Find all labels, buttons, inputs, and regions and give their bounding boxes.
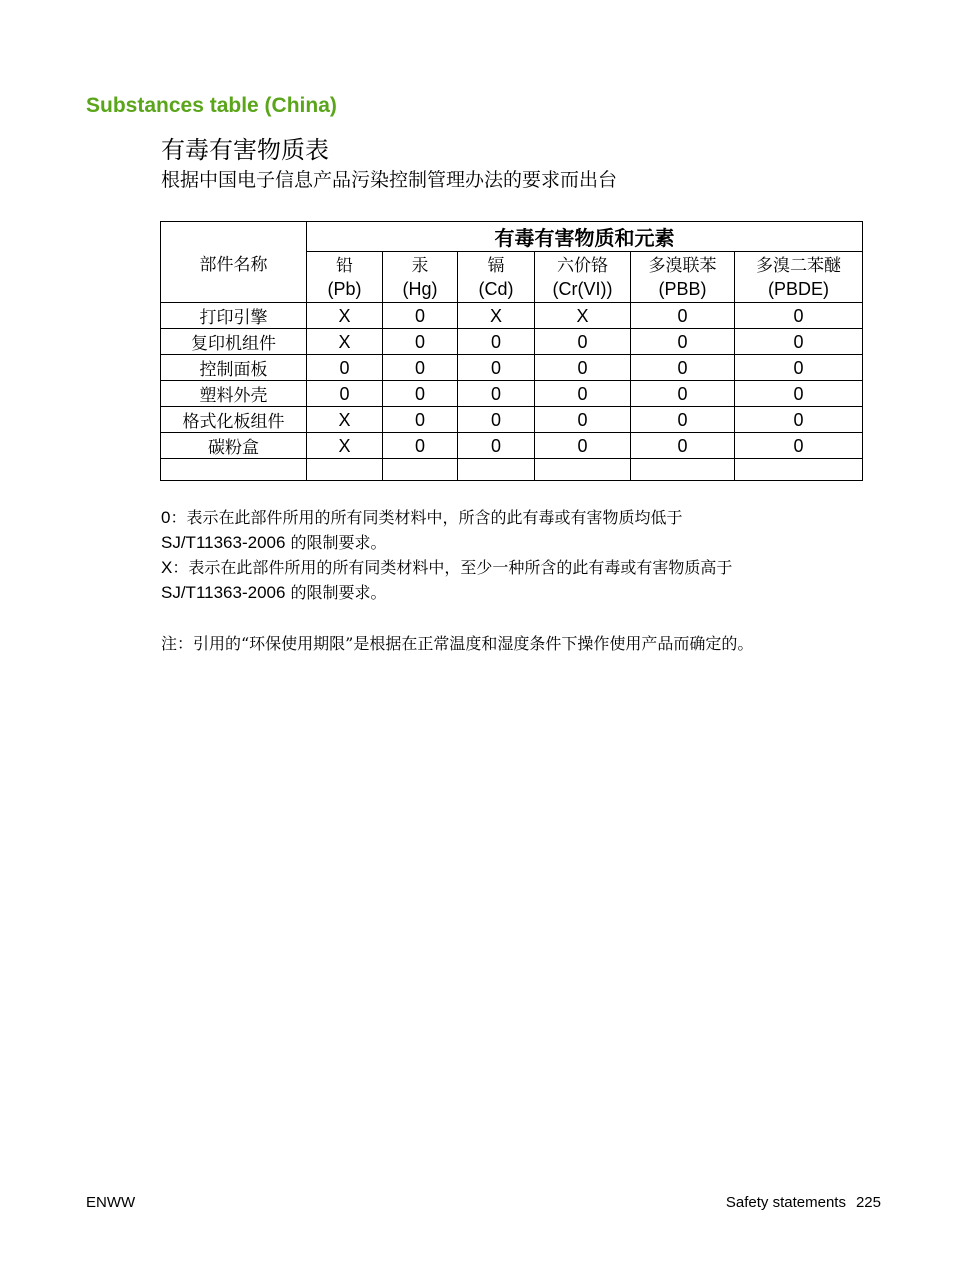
part-name: 复印机组件 — [161, 329, 307, 355]
substance-mark: X — [307, 303, 383, 329]
substance-mark: 0 — [535, 433, 631, 459]
substance-mark: 0 — [383, 407, 458, 433]
legend-notes — [161, 505, 732, 605]
substance-header: 多溴联苯 (PBB) — [631, 252, 735, 303]
substance-mark: 0 — [458, 433, 535, 459]
substance-mark: 0 — [535, 407, 631, 433]
substance-header: 汞 (Hg) — [383, 252, 458, 303]
table-row — [161, 355, 863, 381]
empty-cell — [631, 459, 735, 481]
substance-mark: X — [458, 303, 535, 329]
footer-right — [716, 1194, 881, 1211]
part-name: 控制面板 — [161, 355, 307, 381]
empty-cell — [307, 459, 383, 481]
table-row — [161, 329, 863, 355]
part-name-header: 部件名称 — [161, 222, 307, 303]
table-row — [161, 407, 863, 433]
substance-mark: X — [307, 407, 383, 433]
substance-mark: 0 — [735, 407, 863, 433]
substance-header: 镉 (Cd) — [458, 252, 535, 303]
table-row — [161, 381, 863, 407]
substance-mark: 0 — [535, 355, 631, 381]
substance-mark: X — [307, 433, 383, 459]
part-name: 格式化板组件 — [161, 407, 307, 433]
substance-mark: 0 — [383, 303, 458, 329]
substance-mark: 0 — [735, 355, 863, 381]
empty-cell — [735, 459, 863, 481]
section-title: Substances table (China) — [86, 94, 337, 117]
substance-mark: X — [307, 329, 383, 355]
table-row — [161, 303, 863, 329]
substance-mark: 0 — [307, 355, 383, 381]
substance-mark: 0 — [458, 381, 535, 407]
footnote: 注：引用的“环保使用期限”是根据在正常温度和湿度条件下操作使用产品而确定的。 — [161, 634, 754, 653]
substance-mark: 0 — [631, 381, 735, 407]
part-name: 打印引擎 — [161, 303, 307, 329]
substance-mark: 0 — [307, 381, 383, 407]
substance-mark: 0 — [383, 433, 458, 459]
substance-mark: 0 — [631, 329, 735, 355]
zero-note-line-2: SJ/T11363-2006 的限制要求。 — [161, 533, 387, 552]
empty-cell — [535, 459, 631, 481]
substance-mark: X — [535, 303, 631, 329]
substance-mark: 0 — [631, 303, 735, 329]
footer-left: ENWW — [86, 1194, 136, 1211]
part-name: 碳粉盒 — [161, 433, 307, 459]
x-note-line-2: SJ/T11363-2006 的限制要求。 — [161, 583, 387, 602]
table-title-cn: 有毒有害物质表 — [161, 136, 329, 164]
empty-cell — [383, 459, 458, 481]
part-name: 塑料外壳 — [161, 381, 307, 407]
substance-mark: 0 — [631, 407, 735, 433]
zero-note-line-1: 0：表示在此部件所用的所有同类材料中，所含的此有毒或有害物质均低于 — [161, 508, 683, 527]
substance-mark: 0 — [383, 355, 458, 381]
substance-mark: 0 — [735, 433, 863, 459]
page-number: 225 — [855, 1194, 881, 1211]
substance-mark: 0 — [383, 381, 458, 407]
substance-mark: 0 — [535, 381, 631, 407]
substance-header: 多溴二苯醚 (PBDE) — [735, 252, 863, 303]
substance-mark: 0 — [458, 329, 535, 355]
substance-header: 铅 (Pb) — [307, 252, 383, 303]
substance-mark: 0 — [735, 303, 863, 329]
substance-mark: 0 — [631, 433, 735, 459]
empty-cell — [458, 459, 535, 481]
substance-mark: 0 — [735, 329, 863, 355]
table-row — [161, 433, 863, 459]
substance-mark: 0 — [458, 355, 535, 381]
empty-table-row — [161, 459, 863, 481]
substances-group-header: 有毒有害物质和元素 — [307, 222, 863, 252]
substance-mark: 0 — [535, 329, 631, 355]
x-note-line-1: X：表示在此部件所用的所有同类材料中，至少一种所含的此有毒或有害物质高于 — [161, 558, 733, 577]
footer-section: Safety statements — [725, 1194, 846, 1211]
substance-mark: 0 — [735, 381, 863, 407]
substance-header: 六价铬 (Cr(VI)) — [535, 252, 631, 303]
substance-mark: 0 — [383, 329, 458, 355]
substance-mark: 0 — [631, 355, 735, 381]
empty-cell — [161, 459, 307, 481]
substance-mark: 0 — [458, 407, 535, 433]
table-subtitle-cn: 根据中国电子信息产品污染控制管理办法的要求而出台 — [161, 169, 618, 191]
substances-table — [160, 221, 863, 481]
